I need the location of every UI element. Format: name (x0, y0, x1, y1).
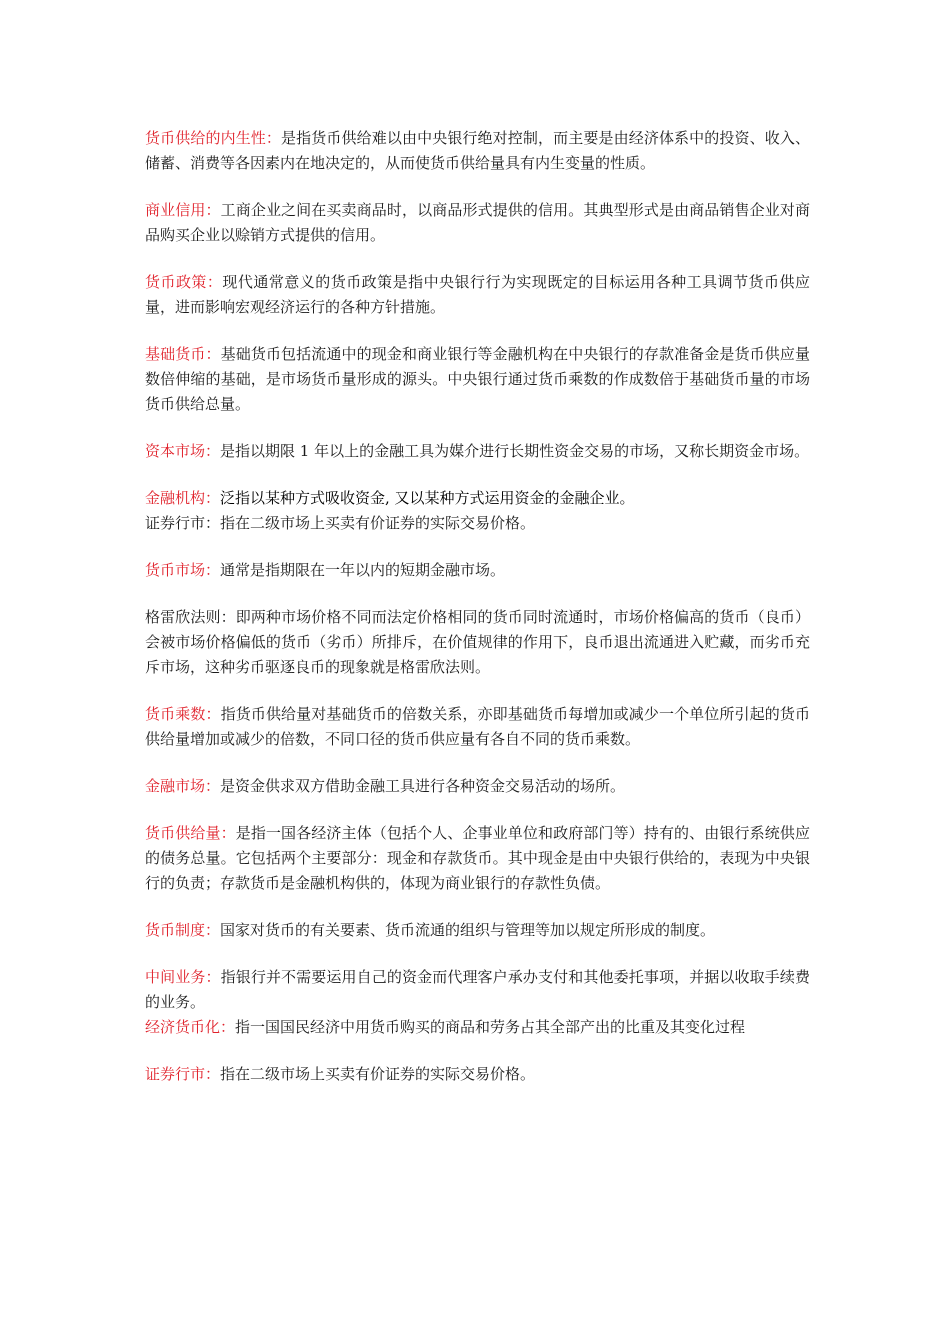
term-definition: 指货币供给量对基础货币的倍数关系，亦即基础货币每增加或减少一个单位所引起的货币供给量增加或减少的倍数，不同口径的货币供应量有各自不同的货币乘数。 (145, 705, 810, 748)
entry-base-money (145, 342, 810, 417)
term-label: 证券行市： (145, 514, 221, 532)
term-label: 货币政策： (145, 273, 223, 291)
term-definition: 指银行并不需要运用自己的资金而代理客户承办支付和其他委托事项，并据以收取手续费的业务。 (145, 968, 810, 1011)
term-definition: 工商企业之间在买卖商品时，以商品形式提供的信用。其典型形式是由商品销售企业对商品购买企业以赊销方式提供的信用。 (145, 201, 810, 244)
entry-commercial-credit (145, 198, 810, 248)
term-label: 金融机构： (145, 489, 221, 507)
term-label: 证券行市： (145, 1065, 221, 1083)
term-label: 货币乘数： (145, 705, 221, 723)
term-definition: 即两种市场价格不同而法定价格相同的货币同时流通时，市场价格偏高的货币（良币）会被市场价格偏低的货币（劣币）所排斥，在价值规律的作用下，良币退出流通进入贮藏，而劣币充斥市场，这种劣币驱逐良币的现象就是格雷欣法则。 (145, 608, 810, 676)
entry-endogenous-money-supply (145, 126, 810, 176)
term-label: 中间业务： (145, 968, 221, 986)
glossary-document (145, 126, 810, 1109)
entry-monetization (145, 1015, 810, 1040)
entry-monetary-policy (145, 270, 810, 320)
entry-monetary-system (145, 918, 810, 943)
term-definition: 是指以期限 1 年以上的金融工具为媒介进行长期性资金交易的市场，又称长期资金市场。 (220, 442, 810, 460)
entry-capital-market (145, 439, 810, 464)
term-definition: 指在二级市场上买卖有价证券的实际交易价格。 (220, 1065, 536, 1083)
entry-greshams-law (145, 605, 810, 680)
term-label: 格雷欣法则： (145, 608, 236, 626)
entry-securities-price-a (145, 511, 810, 536)
term-label: 货币制度： (145, 921, 221, 939)
term-definition: 泛指以某种方式吸收资金, 又以某种方式运用资金的金融企业。 (220, 489, 635, 507)
term-label: 经济货币化： (145, 1018, 236, 1036)
entry-financial-institution (145, 486, 810, 511)
entry-money-multiplier (145, 702, 810, 752)
term-definition: 通常是指期限在一年以内的短期金融市场。 (220, 561, 506, 579)
term-definition: 是指货币供给难以由中央银行绝对控制，而主要是由经济体系中的投资、收入、储蓄、消费等各因素内在地决定的，从而使货币供给量具有内生变量的性质。 (145, 129, 810, 172)
term-definition: 指一国国民经济中用货币购买的商品和劳务占其全部产出的比重及其变化过程 (235, 1018, 746, 1036)
term-label: 货币市场： (145, 561, 221, 579)
entry-financial-market (145, 774, 810, 799)
term-definition: 基础货币包括流通中的现金和商业银行等金融机构在中央银行的存款准备金是货币供应量数倍伸缩的基础，是市场货币量形成的源头。中央银行通过货币乘数的作成数倍于基础货币量的市场货币供给总量。 (145, 345, 810, 413)
term-definition: 国家对货币的有关要素、货币流通的组织与管理等加以规定所形成的制度。 (220, 921, 716, 939)
entry-intermediary-business (145, 965, 810, 1015)
term-definition: 现代通常意义的货币政策是指中央银行行为实现既定的目标运用各种工具调节货币供应量，进而影响宏观经济运行的各种方针措施。 (145, 273, 810, 316)
term-label: 商业信用： (145, 201, 221, 219)
term-label: 资本市场： (145, 442, 221, 460)
term-label: 基础货币： (145, 345, 221, 363)
term-definition: 是指一国各经济主体（包括个人、企事业单位和政府部门等）持有的、由银行系统供应的债务总量。它包括两个主要部分：现金和存款货币。其中现金是由中央银行供给的，表现为中央银行的负责；存款货币是金融机构供的，体现为商业银行的存款性负债。 (145, 824, 810, 892)
entry-money-market (145, 558, 810, 583)
term-label: 货币供给量： (145, 824, 236, 842)
term-label: 金融市场： (145, 777, 221, 795)
term-definition: 指在二级市场上买卖有价证券的实际交易价格。 (220, 514, 536, 532)
term-label: 货币供给的内生性： (145, 129, 282, 147)
term-definition: 是资金供求双方借助金融工具进行各种资金交易活动的场所。 (220, 777, 626, 795)
entry-securities-price-b (145, 1062, 810, 1087)
entry-money-supply (145, 821, 810, 896)
